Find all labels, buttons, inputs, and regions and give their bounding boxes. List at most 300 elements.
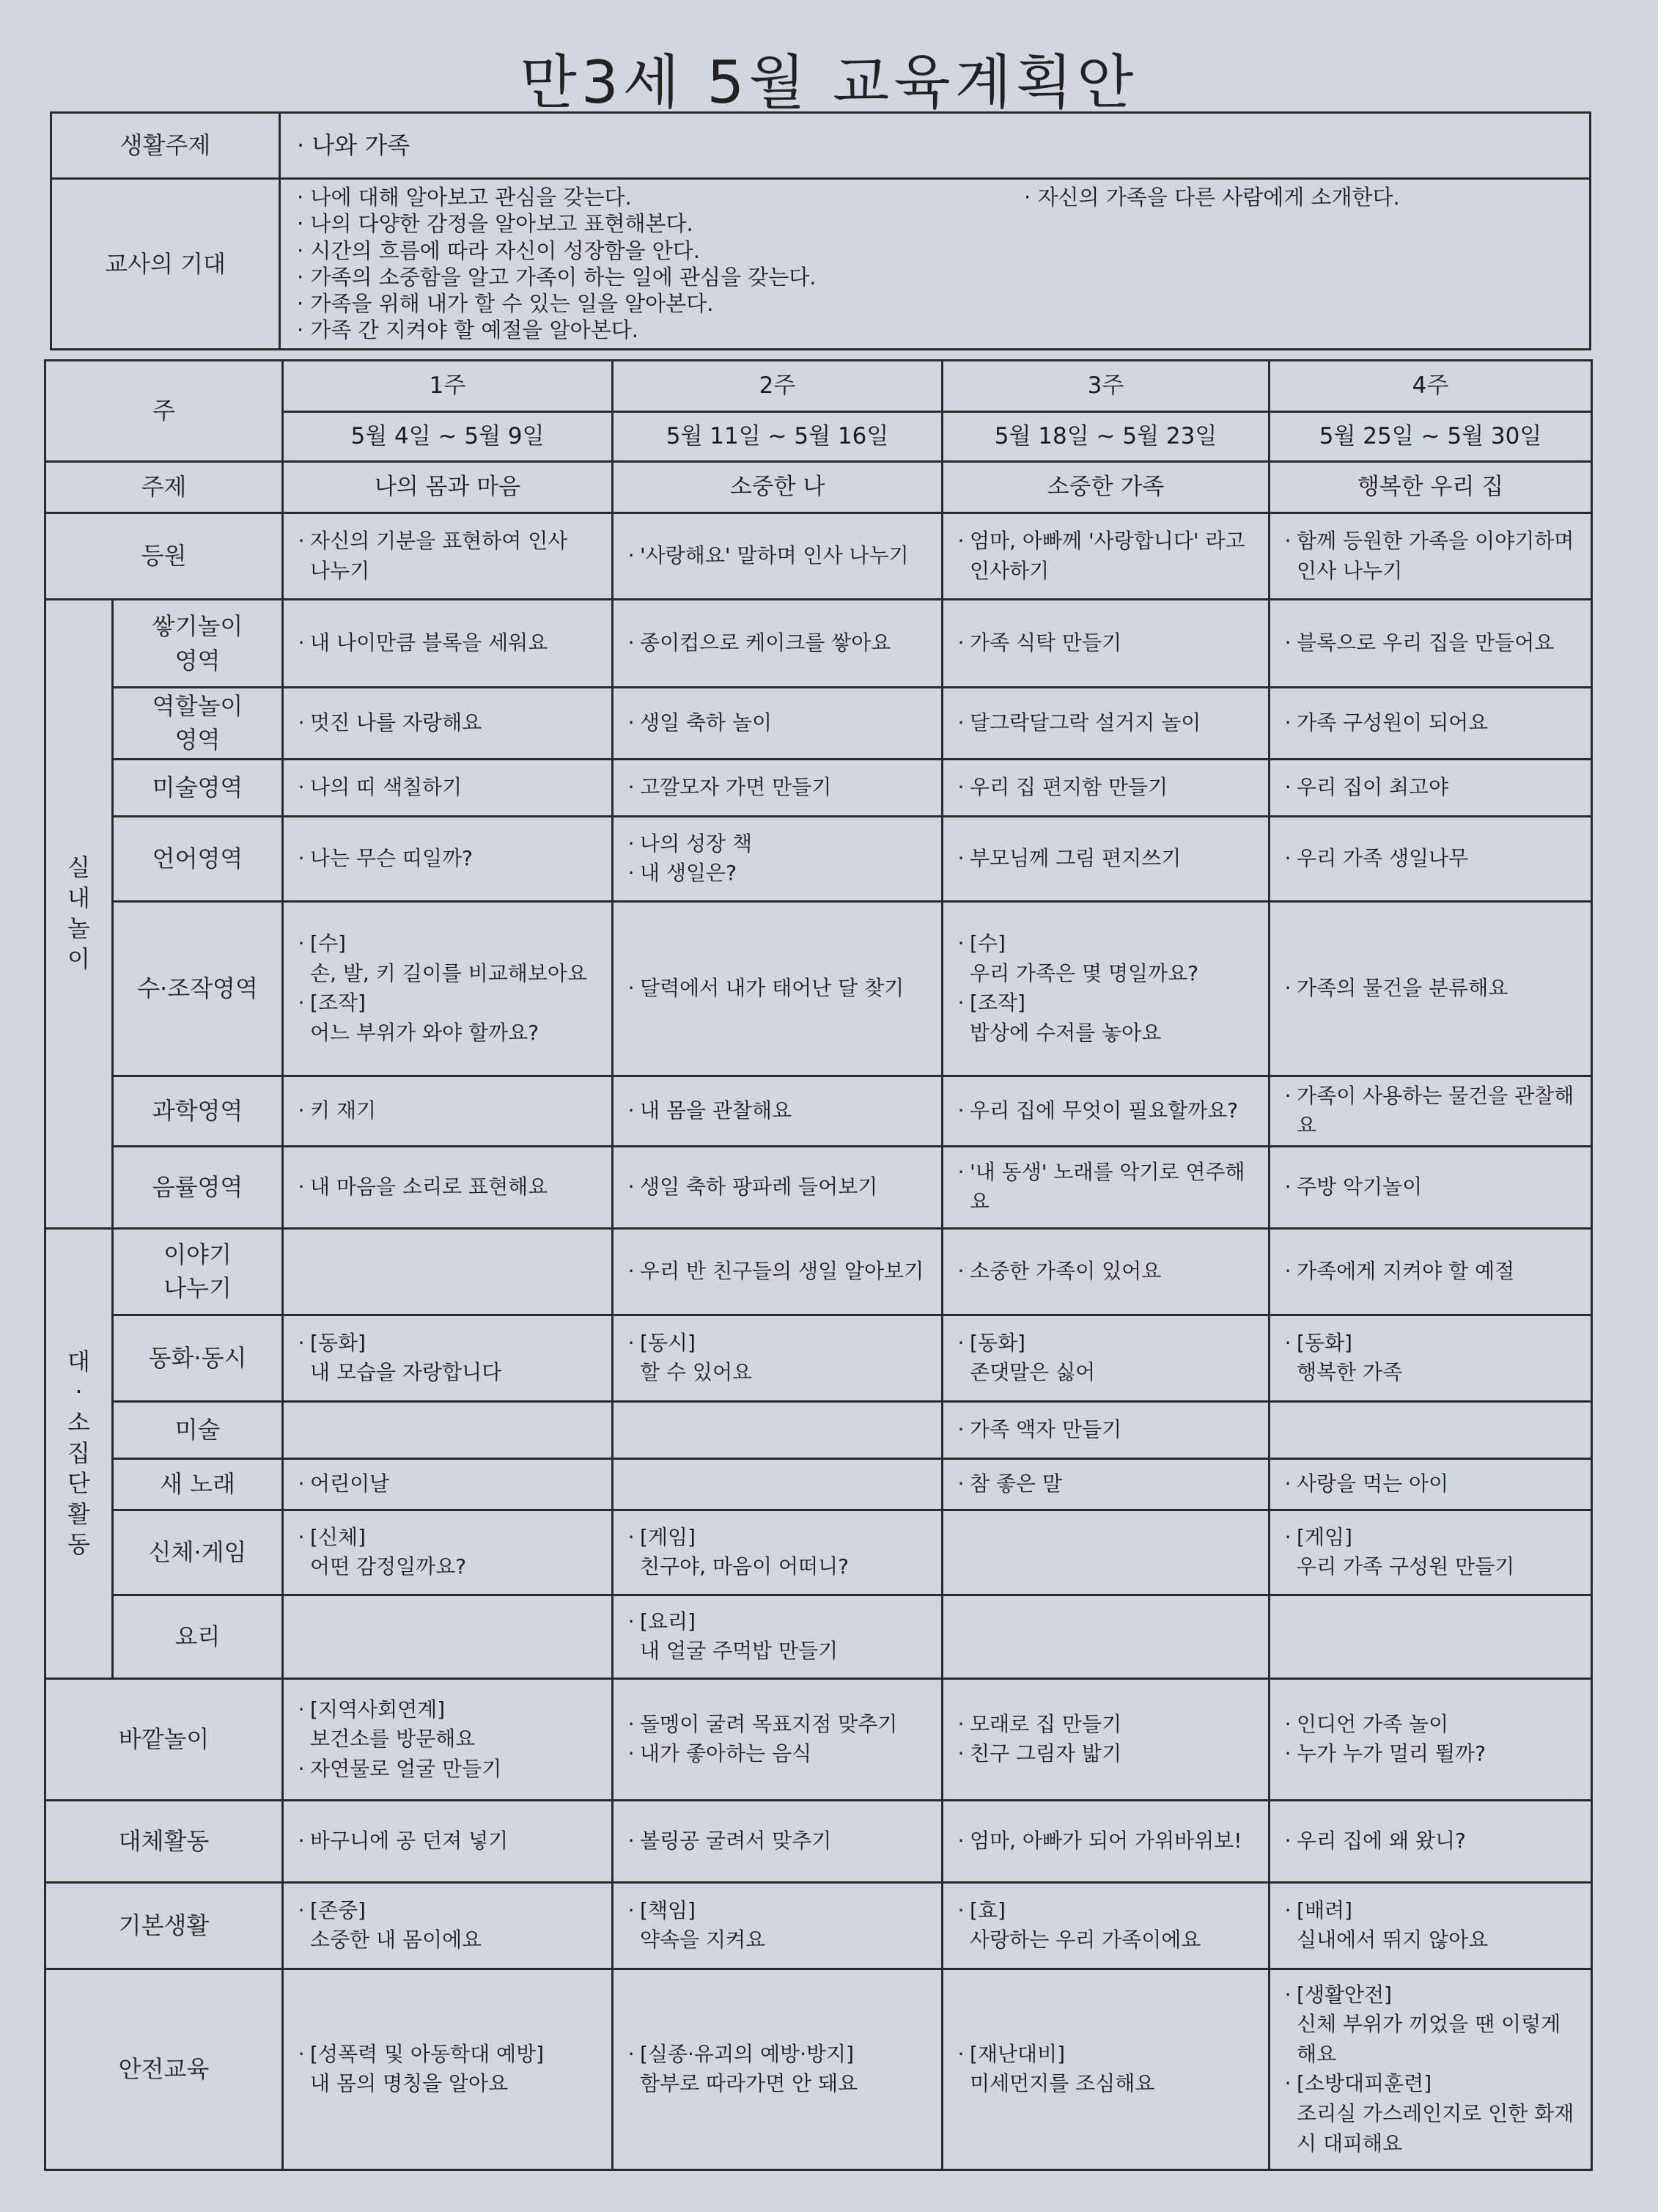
area-label-line: 쌓기놀이 — [152, 612, 243, 641]
bullet-text: 우리 집에 무엇이 필요할까요? — [970, 1098, 1239, 1123]
indoor-cell-week-2 — [613, 901, 943, 1076]
cell-bullet — [1279, 1980, 1582, 2010]
bullet-mark — [622, 976, 640, 1000]
bottom-cell-week-1 — [283, 1882, 613, 1969]
bullet-mark — [952, 1829, 970, 1853]
bullet-continuation: 조리실 가스레인지로 인한 화재 시 대피해요 — [1297, 2101, 1574, 2156]
group-row — [45, 1595, 1592, 1678]
cell-bullet — [1279, 773, 1582, 803]
indoor-cell-week-4 — [1270, 600, 1592, 688]
group-cell-week-1 — [283, 1458, 613, 1510]
bullet-mark — [622, 543, 640, 567]
bullet-text: 볼링공 굴려서 맞추기 — [640, 1829, 832, 1853]
indoor-row — [45, 688, 1592, 760]
indoor-cell-week-4 — [1270, 688, 1592, 760]
bullet-mark — [1279, 846, 1297, 870]
bottom-cell-week-3 — [943, 1969, 1270, 2169]
group-row — [45, 1510, 1592, 1595]
group-cell-week-1 — [283, 1228, 613, 1315]
cell-bullet — [622, 1523, 932, 1553]
group-area-label — [113, 1228, 283, 1315]
cell-bullet — [1279, 526, 1582, 556]
bullet-text: [신체] — [310, 1524, 366, 1549]
group-cell-week-4 — [1270, 1315, 1592, 1401]
bottom-cell-week-4 — [1270, 1969, 1592, 2169]
cell-bullet — [292, 628, 603, 658]
cell-bullet — [622, 1096, 932, 1126]
bullet-text: 내 생일은? — [640, 861, 737, 886]
bullet-continuation: 소중한 내 몸이에요 — [310, 1928, 482, 1952]
cell-bullet — [292, 844, 603, 874]
area-label-line: 신체·게임 — [148, 1538, 247, 1567]
bullet-text: 참 좋은 말 — [970, 1471, 1063, 1496]
bullet-continuation: 사랑하는 우리 가족이에요 — [970, 1928, 1201, 1952]
bullet-mark — [1279, 710, 1297, 735]
cell-bullet — [622, 829, 932, 859]
bullet-continuation: 인사하기 — [970, 558, 1050, 583]
cell-bullet — [622, 541, 932, 571]
cell-bullet — [1279, 1826, 1582, 1856]
bullet-mark — [1279, 775, 1297, 799]
date-week-3: 5월 18일 ~ 5월 23일 — [943, 412, 1270, 462]
indoor-row — [45, 816, 1592, 901]
teacher-expectation-list — [280, 179, 1591, 350]
indoor-group-label — [45, 600, 113, 1229]
cell-bullet — [1279, 1469, 1582, 1499]
cell-bullet — [952, 1257, 1259, 1287]
bullet-continuation: 어느 부위가 와야 할까요? — [310, 1020, 539, 1045]
bottom-cell-week-3 — [943, 1882, 1270, 1969]
bullet-text: 우리 집 편지함 만들기 — [970, 774, 1168, 799]
bullet-text: 부모님께 그림 편지쓰기 — [970, 845, 1182, 870]
group-cell-week-4 — [1270, 1595, 1592, 1678]
group-row — [45, 1458, 1592, 1510]
indoor-area-label — [113, 1146, 283, 1228]
topic-week-3: 소중한 가족 — [943, 462, 1270, 513]
area-label-line: 동화·동시 — [148, 1344, 247, 1373]
bullet-mark — [952, 710, 970, 735]
cell-bullet — [622, 1739, 932, 1769]
week-1: 1주 — [283, 361, 613, 412]
bullet-text: [지역사회연계] — [310, 1697, 446, 1722]
week-3: 3주 — [943, 361, 1270, 412]
bullet-text: 누가 누가 멀리 뛸까? — [1297, 1741, 1486, 1766]
indoor-row — [45, 901, 1592, 1076]
bottom-cell-week-2 — [613, 1882, 943, 1969]
topic-row — [45, 462, 1592, 513]
group-cell-week-1 — [283, 1315, 613, 1401]
bullet-text: 엄마, 아빠께 '사랑합니다' 라고 — [970, 528, 1245, 553]
group-area-label — [113, 1315, 283, 1401]
bottom-label: 기본생활 — [45, 1882, 283, 1969]
arrival-week-3 — [943, 513, 1270, 600]
cell-bullet — [292, 1523, 603, 1553]
bullet-text: [게임] — [640, 1524, 696, 1549]
bottom-cell-week-3 — [943, 1800, 1270, 1882]
group-label-char: · — [75, 1378, 83, 1406]
cell-bullet — [622, 1896, 932, 1926]
group-cell-week-1 — [283, 1510, 613, 1595]
bullet-text: [동시] — [640, 1330, 696, 1355]
bottom-row — [45, 1800, 1592, 1882]
group-cell-week-2 — [613, 1315, 943, 1401]
bullet-text: 종이컵으로 케이크를 쌓아요 — [640, 631, 891, 655]
bullet-text: 가족에게 지켜야 할 예절 — [1297, 1259, 1515, 1284]
indoor-cell-week-3 — [943, 688, 1270, 760]
bullet-text: 키 재기 — [310, 1098, 377, 1123]
week-2: 2주 — [613, 361, 943, 412]
bullet-mark — [952, 1898, 970, 1922]
cell-bullet — [952, 1896, 1259, 1926]
cell-bullet — [622, 974, 932, 1004]
indoor-row — [45, 759, 1592, 816]
arrival-row — [45, 513, 1592, 600]
bullet-text: 블록으로 우리 집을 만들어요 — [1297, 631, 1555, 655]
bullet-text: 자연물로 얼굴 만들기 — [310, 1756, 502, 1781]
bullet-mark — [292, 529, 310, 553]
bullet-text: [배려] — [1297, 1897, 1352, 1922]
area-label-line: 영역 — [174, 726, 221, 754]
indoor-area-label — [113, 816, 283, 901]
expectation-item: · 나의 다양한 감정을 알아보고 표현해본다. — [297, 211, 693, 237]
cell-bullet — [622, 1257, 932, 1287]
bullet-continuation: 내 얼굴 주먹밥 만들기 — [640, 1639, 839, 1664]
bullet-text: 달그락달그락 설거지 놀이 — [970, 710, 1201, 735]
bullet-mark — [292, 1471, 310, 1496]
cell-bullet — [292, 1826, 603, 1856]
bullet-mark — [292, 2042, 310, 2066]
bullet-mark — [952, 2042, 970, 2066]
indoor-row — [45, 600, 1592, 688]
bullet-mark — [292, 1098, 310, 1122]
bottom-cell-week-1 — [283, 1969, 613, 2169]
cell-bullet — [622, 773, 932, 803]
bullet-mark — [952, 931, 970, 955]
bottom-label: 바깥놀이 — [45, 1678, 283, 1800]
group-cell-week-4 — [1270, 1401, 1592, 1458]
bullet-mark — [292, 846, 310, 870]
indoor-area-label — [113, 901, 283, 1076]
bullet-continuation: 친구야, 마음이 어떠니? — [640, 1554, 850, 1579]
bullet-continuation: 인사 나누기 — [1297, 558, 1403, 583]
indoor-cell-week-4 — [1270, 759, 1592, 816]
cell-bullet — [622, 1710, 932, 1740]
group-label-char: 단 — [67, 1469, 90, 1498]
bullet-continuation: 행복한 가족 — [1297, 1360, 1403, 1385]
bullet-continuation: 존댓말은 싫어 — [970, 1360, 1096, 1385]
indoor-cell-week-1 — [283, 816, 613, 901]
area-label-line: 언어영역 — [152, 845, 243, 873]
indoor-cell-week-4 — [1270, 816, 1592, 901]
cell-bullet — [952, 1739, 1259, 1769]
cell-bullet — [1279, 1896, 1582, 1926]
bullet-mark — [622, 1331, 640, 1355]
bullet-continuation: 어떤 감정일까요? — [310, 1554, 467, 1579]
bottom-label: 안전교육 — [45, 1969, 283, 2169]
bullet-mark — [1279, 976, 1297, 1000]
cell-bullet — [292, 708, 603, 738]
area-label-line: 음률영역 — [152, 1173, 243, 1202]
expectation-item: · 가족의 소중함을 알고 가족이 하는 일에 관심을 갖는다. — [297, 264, 817, 290]
bullet-text: 우리 집에 왜 왔니? — [1297, 1829, 1466, 1853]
area-label-line: 나누기 — [163, 1274, 232, 1303]
bullet-text: 나의 띠 색칠하기 — [310, 774, 463, 799]
bullet-text: 우리 가족 생일나무 — [1297, 845, 1469, 870]
cell-bullet — [292, 1754, 603, 1785]
bullet-mark — [622, 1259, 640, 1283]
arrival-week-4 — [1270, 513, 1592, 600]
cell-bullet — [292, 1329, 603, 1359]
bullet-mark — [952, 1712, 970, 1736]
bullet-mark — [292, 1175, 310, 1199]
bullet-continuation: 우리 가족 구성원 만들기 — [1297, 1554, 1515, 1579]
bullet-text: [조작] — [310, 991, 366, 1015]
indoor-cell-week-2 — [613, 816, 943, 901]
bullet-mark — [952, 1259, 970, 1283]
indoor-area-label — [113, 759, 283, 816]
bullet-mark — [292, 1331, 310, 1355]
cell-bullet — [952, 628, 1259, 658]
bullet-text: [수] — [970, 931, 1006, 956]
bullet-text: 가족 액자 만들기 — [970, 1417, 1122, 1442]
indoor-cell-week-3 — [943, 600, 1270, 688]
bullet-mark — [292, 710, 310, 735]
bullet-text: [동화] — [310, 1330, 366, 1355]
group-cell-week-4 — [1270, 1458, 1592, 1510]
group-row — [45, 1228, 1592, 1315]
bottom-cell-week-1 — [283, 1678, 613, 1800]
bullet-text: 엄마, 아빠가 되어 가위바위보! — [970, 1829, 1242, 1853]
bullet-mark — [622, 1712, 640, 1736]
cell-bullet — [1279, 1329, 1582, 1359]
bullet-text: 주방 악기놀이 — [1297, 1175, 1423, 1199]
bullet-mark — [292, 931, 310, 955]
bullet-text: 멋진 나를 자랑해요 — [310, 710, 482, 735]
indoor-cell-week-2 — [613, 688, 943, 760]
group-cell-week-2 — [613, 1510, 943, 1595]
bullet-mark — [622, 2042, 640, 2066]
topic-week-2: 소중한 나 — [613, 462, 943, 513]
area-label-line: 영역 — [174, 646, 221, 675]
cell-bullet — [622, 859, 932, 889]
bullet-text: '사랑해요' 말하며 인사 나누기 — [640, 543, 909, 568]
indoor-cell-week-4 — [1270, 1076, 1592, 1146]
bullet-text: 인디언 가족 놀이 — [1297, 1711, 1449, 1736]
bullet-text: 친구 그림자 밟기 — [970, 1741, 1122, 1766]
cell-bullet — [622, 1329, 932, 1359]
bullet-mark — [952, 529, 970, 553]
bullet-continuation: 밥상에 수저를 놓아요 — [970, 1020, 1162, 1045]
group-area-label — [113, 1595, 283, 1678]
bullet-text: 생일 축하 놀이 — [640, 710, 773, 735]
group-label-char: 동 — [67, 1530, 90, 1559]
bullet-mark — [292, 631, 310, 655]
bullet-text: [요리] — [640, 1609, 696, 1634]
cell-bullet — [952, 929, 1259, 959]
group-cell-week-2 — [613, 1458, 943, 1510]
indoor-cell-week-2 — [613, 1146, 943, 1228]
group-area-label — [113, 1510, 283, 1595]
bullet-text: [재난대비] — [970, 2041, 1066, 2066]
indoor-cell-week-2 — [613, 759, 943, 816]
life-theme-label: 생활주제 — [51, 113, 280, 179]
bullet-text: [수] — [310, 931, 346, 956]
bullet-mark — [1279, 1471, 1297, 1496]
cell-bullet — [622, 1172, 932, 1202]
bullet-text: 가족 구성원이 되어요 — [1297, 710, 1489, 735]
bullet-mark — [1279, 1084, 1297, 1108]
group-row — [45, 1315, 1592, 1401]
bullet-text: 내가 좋아하는 음식 — [640, 1741, 812, 1766]
bullet-mark — [622, 710, 640, 735]
bullet-text: 가족의 물건을 분류해요 — [1297, 975, 1508, 1000]
bullet-text: 고깔모자 가면 만들기 — [640, 774, 832, 799]
bottom-cell-week-4 — [1270, 1882, 1592, 1969]
bullet-continuation: 신체 부위가 끼었을 땐 이렇게 해요 — [1297, 2012, 1561, 2066]
group-cell-week-3 — [943, 1510, 1270, 1595]
bullet-mark — [1279, 1712, 1297, 1736]
bottom-cell-week-2 — [613, 1800, 943, 1882]
bullet-mark — [622, 1098, 640, 1122]
indoor-row — [45, 1076, 1592, 1146]
bullet-mark — [952, 1741, 970, 1765]
indoor-area-label — [113, 688, 283, 760]
group-row — [45, 1401, 1592, 1458]
bullet-text: [게임] — [1297, 1524, 1352, 1549]
cell-bullet — [952, 1469, 1259, 1499]
bullet-text: 어린이날 — [310, 1471, 390, 1496]
bullet-mark — [952, 1417, 970, 1441]
indoor-area-label — [113, 600, 283, 688]
bullet-mark — [952, 1471, 970, 1496]
expectation-item: · 나에 대해 알아보고 관심을 갖는다. — [297, 185, 632, 210]
expectation-item: · 가족을 위해 내가 할 수 있는 일을 알아본다. — [297, 291, 714, 316]
group-label-char: 내 — [67, 883, 90, 912]
bullet-mark — [952, 775, 970, 799]
area-label-line: 과학영역 — [152, 1097, 243, 1125]
indoor-cell-week-2 — [613, 1076, 943, 1146]
group-cell-week-2 — [613, 1595, 943, 1678]
cell-bullet — [1279, 1710, 1582, 1740]
group-cell-week-1 — [283, 1595, 613, 1678]
bullet-continuation: 보건소를 방문해요 — [310, 1727, 476, 1752]
group-cell-week-4 — [1270, 1228, 1592, 1315]
cell-bullet — [292, 1896, 603, 1926]
indoor-cell-week-1 — [283, 600, 613, 688]
area-label-line: 요리 — [174, 1623, 221, 1651]
bullet-text: 소중한 가족이 있어요 — [970, 1259, 1162, 1284]
indoor-cell-week-3 — [943, 759, 1270, 816]
bullet-mark — [1279, 529, 1297, 553]
bullet-mark — [622, 1175, 640, 1199]
arrival-week-1 — [283, 513, 613, 600]
bullet-mark — [952, 1331, 970, 1355]
cell-bullet — [292, 1469, 603, 1499]
bullet-text: 내 마음을 소리로 표현해요 — [310, 1175, 548, 1199]
cell-bullet — [1279, 628, 1582, 658]
bullet-text: 바구니에 공 던져 넣기 — [310, 1829, 509, 1853]
cell-bullet — [952, 1158, 1259, 1217]
bullet-mark — [1279, 1829, 1297, 1853]
bullet-text: 생일 축하 팡파레 들어보기 — [640, 1175, 878, 1199]
page-title: 만3세 5월 교육계획안 — [520, 48, 1138, 117]
group-label-char: 대 — [67, 1347, 90, 1375]
indoor-cell-week-3 — [943, 1076, 1270, 1146]
cell-bullet — [952, 708, 1259, 738]
bullet-text: 나의 성장 책 — [640, 831, 753, 856]
bullet-mark — [622, 831, 640, 856]
area-label-line: 이야기 — [163, 1241, 232, 1269]
bullet-mark — [292, 1525, 310, 1549]
group-cell-week-2 — [613, 1228, 943, 1315]
group-label-char: 집 — [67, 1438, 90, 1467]
bullet-mark — [952, 631, 970, 655]
area-label-line: 역할놀이 — [152, 692, 243, 720]
bullet-continuation: 우리 가족은 몇 명일까요? — [970, 960, 1199, 985]
cell-bullet — [622, 1826, 932, 1856]
bullet-mark — [622, 1525, 640, 1549]
indoor-cell-week-3 — [943, 1146, 1270, 1228]
week-row — [45, 361, 1592, 412]
bullet-text: [책임] — [640, 1897, 696, 1922]
topic-label: 주제 — [45, 462, 283, 513]
expectation-right: · 자신의 가족을 다른 사람에게 소개한다. — [1024, 185, 1400, 210]
bottom-cell-week-1 — [283, 1800, 613, 1882]
cell-bullet — [952, 1415, 1259, 1445]
cell-bullet — [1279, 708, 1582, 738]
theme-table — [50, 111, 1591, 350]
cell-bullet — [622, 708, 932, 738]
life-theme-value: · 나와 가족 — [280, 113, 1591, 179]
group-area-label — [113, 1458, 283, 1510]
group-label-char: 놀 — [67, 914, 90, 943]
expectation-item: · 시간의 흐름에 따라 자신이 성장함을 안다. — [297, 238, 700, 263]
bullet-text: [동화] — [1297, 1330, 1352, 1355]
bullet-mark — [622, 1898, 640, 1922]
week-4: 4주 — [1270, 361, 1592, 412]
bullet-mark — [952, 1098, 970, 1122]
bullet-text: 사랑을 먹는 아이 — [1297, 1471, 1449, 1496]
indoor-cell-week-1 — [283, 1146, 613, 1228]
bullet-continuation: 할 수 있어요 — [640, 1360, 753, 1385]
cell-bullet — [1279, 844, 1582, 874]
expectation-item: · 가족 간 지켜야 할 예절을 알아본다. — [297, 317, 638, 343]
bullet-mark — [952, 991, 970, 1015]
indoor-row — [45, 1146, 1592, 1228]
indoor-cell-week-4 — [1270, 901, 1592, 1076]
bullet-mark — [622, 631, 640, 655]
cell-bullet — [1279, 1523, 1582, 1553]
bullet-mark — [292, 991, 310, 1015]
cell-bullet — [952, 1096, 1259, 1126]
bottom-cell-week-4 — [1270, 1678, 1592, 1800]
bullet-mark — [1279, 1983, 1297, 2007]
bullet-mark — [1279, 2071, 1297, 2095]
bottom-cell-week-4 — [1270, 1800, 1592, 1882]
cell-bullet — [622, 628, 932, 658]
indoor-cell-week-1 — [283, 688, 613, 760]
bullet-text: [조작] — [970, 991, 1025, 1015]
arrival-week-2 — [613, 513, 943, 600]
area-label-line: 수·조작영역 — [137, 974, 258, 1003]
bullet-text: [성폭력 및 아동학대 예방] — [310, 2041, 545, 2066]
weekly-plan-table — [44, 359, 1593, 2171]
cell-bullet — [622, 2040, 932, 2070]
group-cell-week-3 — [943, 1458, 1270, 1510]
bottom-label: 대체활동 — [45, 1800, 283, 1882]
cell-bullet — [952, 1329, 1259, 1359]
bullet-text: 돌멩이 굴려 목표지점 맞추기 — [640, 1711, 898, 1736]
